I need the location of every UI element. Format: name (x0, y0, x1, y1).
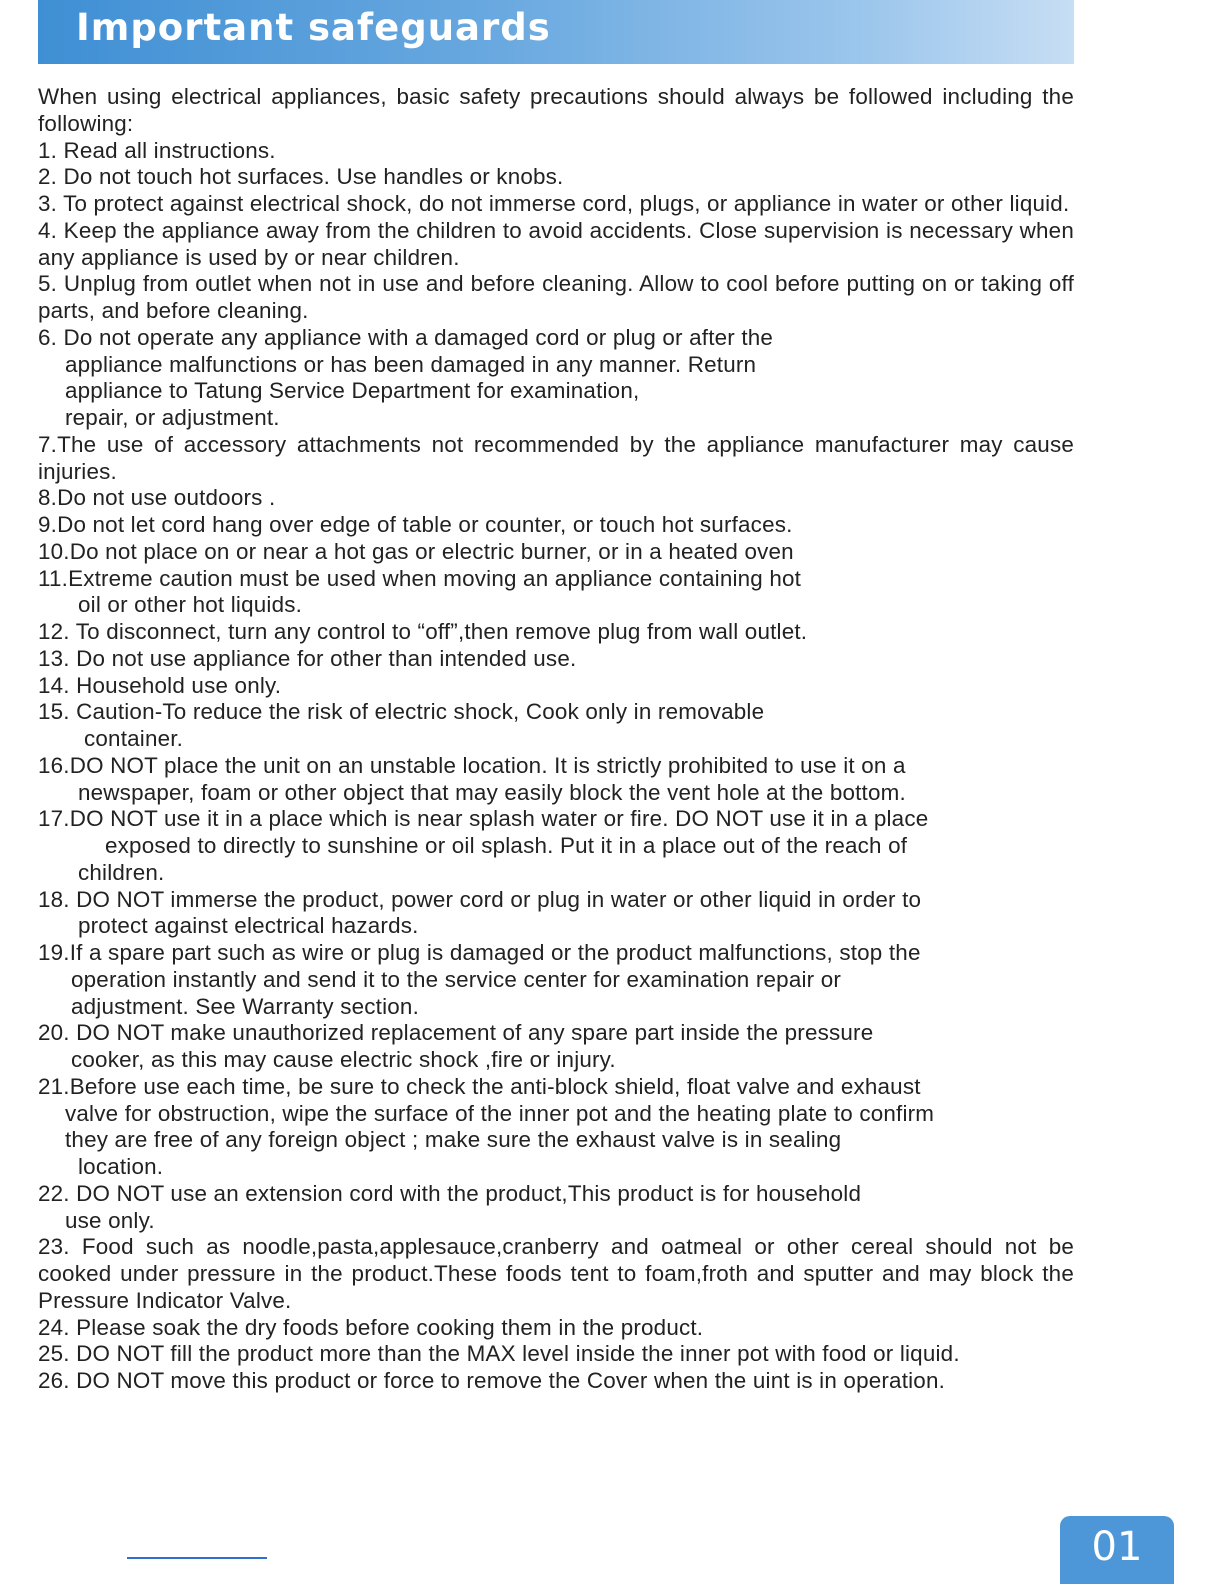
item-line: oil or other hot liquids. (78, 592, 303, 618)
item-line: use only. (65, 1207, 155, 1233)
item-line: children. (78, 859, 165, 885)
page-number: 01 (1091, 1524, 1143, 1570)
item-line: appliance to Tatung Service Department for examination, (65, 378, 640, 404)
item-line: 11.Extreme caution must be used when moving an appliance containing hot (38, 565, 802, 591)
safeguard-item-3: 3. To protect against electrical shock, do not immerse cord, plugs, or appliance in water or other liquid. (38, 191, 1070, 216)
item-line: location. (78, 1154, 164, 1179)
safeguard-item-11 (38, 566, 1074, 620)
safeguard-item-22 (38, 1181, 1074, 1235)
item-line: appliance malfunctions or has been damaged in any manner. Return (65, 351, 757, 377)
safeguard-item-9: 9.Do not let cord hang over edge of table or counter, or touch hot surfaces. (38, 512, 793, 537)
footer-rule (127, 1557, 267, 1559)
safeguard-item-15 (38, 699, 1074, 753)
item-line: newspaper, foam or other object that may easily block the vent hole at the bottom. (78, 779, 906, 805)
item-line: exposed to directly to sunshine or oil splash. Put it in a place out of the reach of (105, 833, 908, 858)
safeguard-item-23: 23. Food such as noodle,pasta,applesauce,cranberry and oatmeal or other cereal should not be cooked under pressure in the product.These foods tent to foam,froth and sputter and may block the Pressure Indicator Valve. (38, 1234, 1074, 1313)
safeguard-item-19 (38, 940, 1074, 1020)
item-line: 16.DO NOT place the unit on an unstable location. It is strictly prohibited to use it on a (38, 752, 906, 778)
safeguard-item-1: 1. Read all instructions. (38, 137, 276, 163)
page-title: Important safeguards (76, 6, 551, 49)
item-line: cooker, as this may cause electric shock ,fire or injury. (71, 1047, 616, 1072)
intro-paragraph: When using electrical appliances, basic safety precautions should always be followed including the following: (38, 84, 1074, 136)
safeguard-item-25: 25. DO NOT fill the product more than the MAX level inside the inner pot with food or liquid. (38, 1341, 960, 1367)
item-line: 22. DO NOT use an extension cord with the product,This product is for household (38, 1180, 862, 1206)
safeguard-item-10: 10.Do not place on or near a hot gas or electric burner, or in a heated oven (38, 538, 794, 564)
item-line: repair, or adjustment. (65, 405, 280, 430)
safeguard-item-18 (38, 887, 1074, 941)
item-line: 21.Before use each time, be sure to check the anti-block shield, float valve and exhaust (38, 1073, 921, 1099)
item-line: valve for obstruction, wipe the surface of the inner pot and the heating plate to confirm (65, 1100, 935, 1126)
safeguard-item-26: 26. DO NOT move this product or force to remove the Cover when the uint is in operation. (38, 1368, 946, 1393)
safeguard-item-12: 12. To disconnect, turn any control to “off”,then remove plug from wall outlet. (38, 619, 808, 644)
safeguard-item-14: 14. Household use only. (38, 672, 282, 698)
safeguard-item-7: 7.The use of accessory attachments not recommended by the appliance manufacturer may cause injuries. (38, 431, 1074, 484)
safeguard-item-2: 2. Do not touch hot surfaces. Use handles or knobs. (38, 164, 564, 190)
item-line: 20. DO NOT make unauthorized replacement of any spare part inside the pressure (38, 1020, 874, 1046)
safeguard-item-20 (38, 1020, 1074, 1074)
item-line: 18. DO NOT immerse the product, power cord or plug in water or other liquid in order to (38, 886, 922, 912)
safeguard-item-24: 24. Please soak the dry foods before cooking them in the product. (38, 1314, 704, 1340)
safeguard-item-21 (38, 1074, 1074, 1181)
item-line: protect against electrical hazards. (78, 913, 419, 939)
safeguard-item-6 (38, 325, 1074, 432)
item-line: 19.If a spare part such as wire or plug is damaged or the product malfunctions, stop the (38, 940, 921, 965)
safeguard-item-5: 5. Unplug from outlet when not in use and before cleaning. Allow to cool before putting on or taking off parts, and before cleaning. (38, 271, 1074, 323)
safeguard-item-4: 4. Keep the appliance away from the children to avoid accidents. Close supervision is necessary when any appliance is used by or near children. (38, 217, 1074, 270)
item-line: operation instantly and send it to the service center for examination repair or (71, 966, 842, 992)
safeguard-item-13: 13. Do not use appliance for other than intended use. (38, 645, 577, 671)
item-line: they are free of any foreign object ; make sure the exhaust valve is in sealing (65, 1127, 842, 1153)
header-bar (38, 0, 1074, 64)
item-line: 15. Caution-To reduce the risk of electric shock, Cook only in removable (38, 699, 765, 725)
safeguards-list (38, 84, 1074, 1395)
safeguard-item-8: 8.Do not use outdoors . (38, 485, 276, 511)
page-number-tab (1060, 1516, 1174, 1584)
safeguard-item-17 (38, 806, 1074, 886)
safeguard-item-16 (38, 753, 1074, 807)
item-line: 6. Do not operate any appliance with a damaged cord or plug or after the (38, 324, 774, 350)
item-line: adjustment. See Warranty section. (71, 993, 420, 1019)
item-line: 17.DO NOT use it in a place which is near splash water or fire. DO NOT use it in a place (38, 806, 929, 832)
item-line: container. (84, 726, 184, 751)
